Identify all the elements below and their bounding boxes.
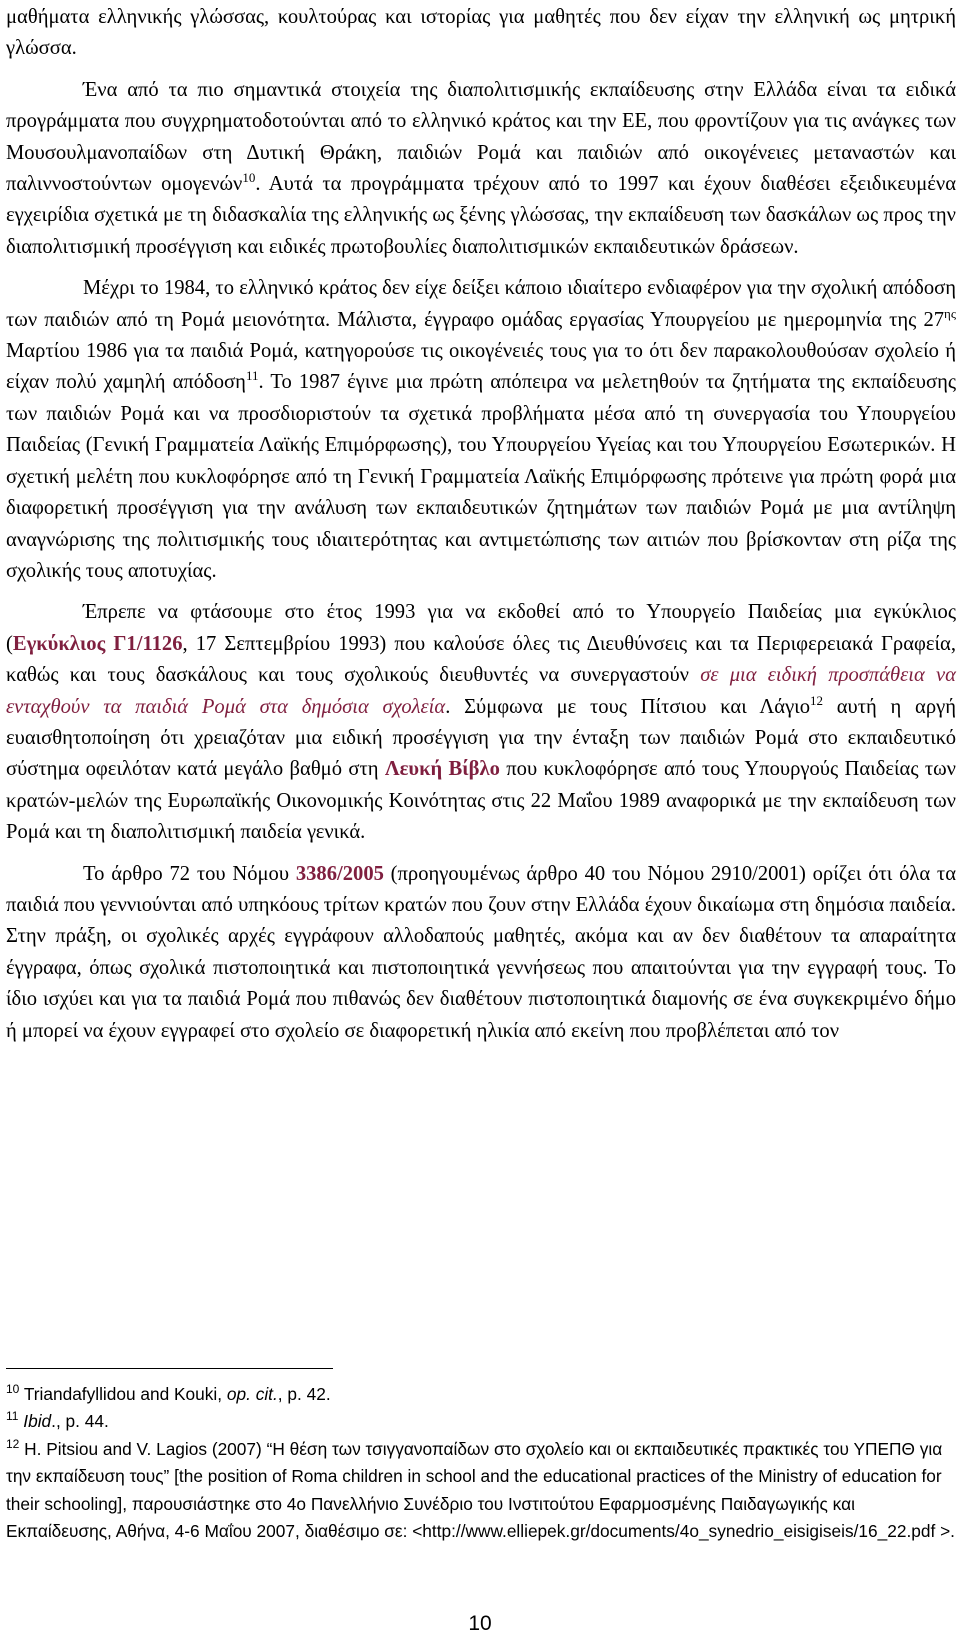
paragraph-text: που κυκλοφόρησε από τους Υπουργούς Παιδείας των κρατών-μελών της Ευρωπαϊκής Οικονομικής Κοινότητας στις 22 Μαΐου 1989 αναφορικά με την εκπαίδευση των Ρομά και τη διαπολιτισμική παιδεία γενικά.	[6, 758, 956, 844]
paragraph-text: . Το 1987 έγινε μια πρώτη απόπειρα να μελετηθούν τα ζητήματα της εκπαίδευσης των παιδιών Ρομά και να προσδιοριστούν τα σχετικά προβλήματα μέσα από τη συνεργασία του Υπουργείου Παιδείας (Γενική Γραμματεία Λαϊκής Επιμόρφωσης), του Υπουργείου Υγείας και του Υπουργείου Εσωτερικών. Η σχετική μελέτη που κυκλοφόρησε από τη Γενική Γραμματεία Λαϊκής Επιμόρφωσης πρότεινε για πρώτη φορά μια διαφορετική προσέγγιση για την ανάλυση των εκπαιδευτικών ζητημάτων των παιδιών Ρομά με μια αντίληψη αναγνώρισης της πολιτισμικής τους ιδιαιτερότητας και αντιμετώπισης των αιτιών που βρίσκονταν στη ρίζα της σχολικής τους αποτυχίας.	[6, 371, 956, 582]
footnote-italic: op. cit.	[226, 1384, 278, 1404]
paragraph-text: Ένα από τα πιο σημαντικά στοιχεία της διαπολιτισμικής εκπαίδευσης στην Ελλάδα είναι τα ειδικά προγράμματα που συγχρηματοδοτούνται από το ελληνικό κράτος και την ΕΕ, που φροντίζουν για τις ανάγκες των Μουσουλμανοπαίδων στη Δυτική Θράκη, παιδιών Ρομά και παιδιών από οικογένειες μεταναστών και παλιννοστούντων ομογενών	[6, 78, 956, 196]
paragraph-text: . Αυτά τα προγράμματα τρέχουν από το 1997 και έχουν διαθέσει εξειδικευμένα εγχειρίδια σχετικά με τη διδασκαλία της ελληνικής ως ξένης γλώσσας, την εκπαίδευση των δασκάλων ως προς την διαπολιτισμική προσέγγιση και ειδικές πρωτοβουλίες διαπολιτισμικών εκπαιδευτικών δράσεων.	[6, 173, 956, 258]
white-paper-link[interactable]: Λευκή Βίβλο	[384, 758, 500, 781]
ordinal-suffix: ης	[944, 305, 956, 321]
footnote-separator	[6, 1368, 333, 1369]
paragraph-text: αυτή η αργή ευαισθητοποίηση ότι χρειαζόταν μια ειδική προσέγγιση για την ένταξη των παιδιών Ρομά στο εκπαιδευτικό σύστημα οφειλόταν κατά μεγάλο βαθμό στη	[6, 695, 956, 781]
paragraph-intercultural-programs	[6, 75, 956, 263]
footnote-number: 10	[6, 1382, 20, 1397]
footnote-10	[6, 1381, 956, 1408]
footnote-11	[6, 1408, 956, 1435]
body-text	[6, 2, 956, 1047]
footnote-number: 11	[6, 1409, 19, 1424]
footnote-text: ., p. 44.	[51, 1411, 109, 1432]
paragraph-continued	[6, 2, 956, 65]
footnote-text: , p. 42.	[277, 1384, 331, 1404]
footnote-12	[6, 1436, 956, 1546]
paragraph-text: Έπρεπε να φτάσουμε στο έτος 1993 για να εκδοθεί από το Υπουργείο Παιδείας μια εγκύκλιος (	[6, 601, 956, 655]
paragraph-text: Το άρθρο 72 του Νόμου	[83, 862, 296, 885]
paragraph-1993-circular	[6, 597, 956, 848]
footnote-italic: Ibid	[23, 1411, 52, 1432]
paragraph-text: Μαρτίου 1986 για τα παιδιά Ρομά, κατηγορούσε τις οικογένειές τους για το ότι δεν παρακολουθούσαν σχολείο ή είχαν πολύ χαμηλή απόδοση	[6, 340, 956, 394]
footnote-ref-10[interactable]: 10	[242, 170, 256, 186]
paragraph-text: , 17 Σεπτεμβρίου 1993) που καλούσε όλες τις Διευθύνσεις και τα Περιφερειακά Γραφεία, καθώς και τους δασκάλους και τους σχολικούς διευθυντές να συνεργαστούν	[6, 632, 957, 687]
footnote-ref-11[interactable]: 11	[245, 368, 259, 384]
paragraph-text: (προηγουμένως άρθρο 40 του Νόμου 2910/2001) ορίζει ότι όλα τα παιδιά που γεννιούνται από υπηκόους τρίτων κρατών που ζουν στην Ελλάδα έχουν δικαίωμα στη δημόσια παιδεία. Στην πράξη, οι σχολικές αρχές εγγράφουν αλλοδαπούς μαθητές, ακόμα και αν δεν διαθέτουν τα απαραίτητα έγγραφα, όπως σχολικά πιστοποιητικά και πιστοποιητικά γεννήσεως που απαιτούνται για την εγγραφή τους. Το ίδιο ισχύει και για τα παιδιά Ρομά που πιθανώς δεν διαθέτουν πιστοποιητικά διαμονής σε ένα συγκεκριμένο δήμο ή μπορεί να έχουν εγγραφεί στο σχολείο σε διαφορετική ηλικία από εκείνη που προβλέπεται από τον	[6, 862, 956, 1042]
footnote-text: Triandafyllidou and Kouki,	[19, 1384, 227, 1404]
paragraph-law-article-72	[6, 859, 956, 1047]
footnotes	[6, 1381, 956, 1545]
paragraph-text: μαθήματα ελληνικής γλώσσας, κουλτούρας και ιστορίας για μαθητές που δεν είχαν την ελληνική ως μητρική γλώσσα.	[6, 6, 956, 60]
page-number: 10	[468, 1612, 492, 1635]
paragraph-1984-history	[6, 273, 956, 587]
emphasized-quote: σε μια ειδική προσπάθεια να ενταχθούν τα παιδιά Ρομά στα δημόσια σχολεία	[6, 664, 956, 718]
circular-link[interactable]: Εγκύκλιος Γ1/1126	[12, 632, 183, 655]
paragraph-text: . Σύμφωνα με τους Πίτσιου και Λάγιο	[445, 695, 811, 718]
footnote-text: H. Pitsiou and V. Lagios (2007) “Η θέση των τσιγγανοπαίδων στο σχολείο και οι εκπαιδευτικές πρακτικές του ΥΠΕΠΘ για την εκπαίδευση τους” [the position of Roma children in school and the educational practices of the Ministry of education for their schooling], παρουσιάστηκε στο 4ο Πανελλήνιο Συνέδριο του Ινστιτούτου Εφαρμοσμένης Παιδαγωγικής και Εκπαίδευσης, Αθήνα, 4-6 Μαΐου 2007, διαθέσιμο σε: <http://www.elliepek.gr/documents/4o_synedrio_eisigiseis/16_22.pdf >.	[6, 1438, 955, 1542]
law-link[interactable]: 3386/2005	[295, 862, 384, 885]
footnote-ref-12[interactable]: 12	[810, 692, 824, 708]
paragraph-text: Μέχρι το 1984, το ελληνικό κράτος δεν είχε δείξει κάποιο ιδιαίτερο ενδιαφέρον για την σχολική απόδοση των παιδιών από τη Ρομά μειονότητα. Μάλιστα, έγγραφο ομάδας εργασίας Υπουργείου με ημερομηνία της 27	[6, 277, 956, 331]
footnote-number: 12	[6, 1437, 20, 1452]
